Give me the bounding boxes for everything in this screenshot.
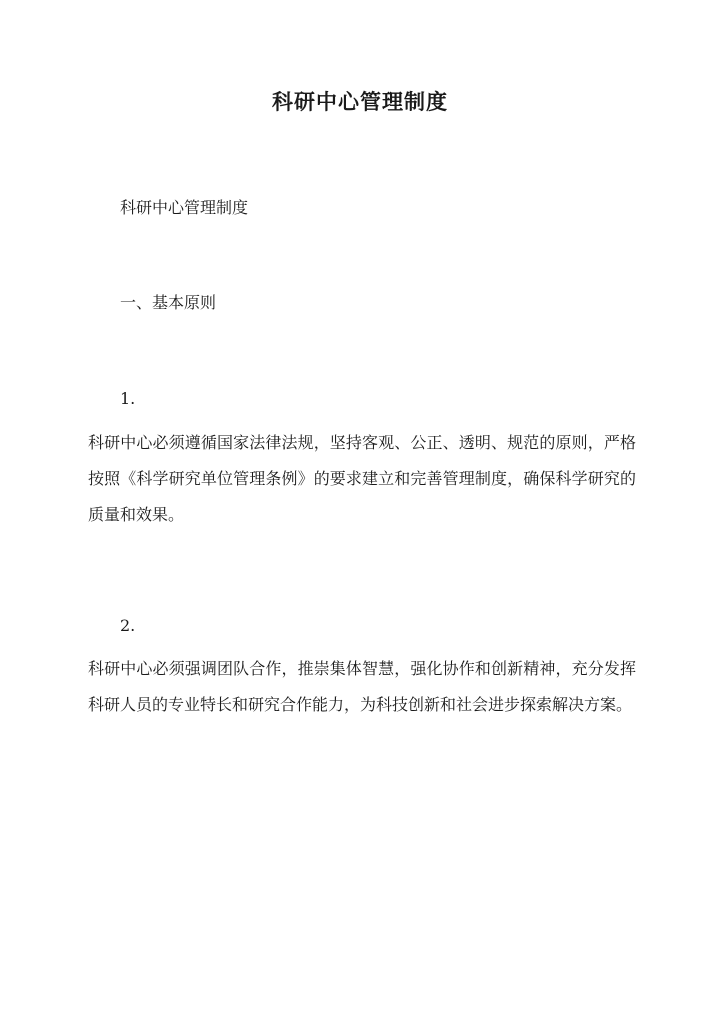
item-number-1: 1. bbox=[120, 389, 136, 408]
item-number-2: 2. bbox=[120, 616, 136, 635]
document-title: 科研中心管理制度 bbox=[272, 89, 448, 114]
item-text-2: 科研中心必须强调团队合作，推崇集体智慧，强化协作和创新精神，充分发挥科研人员的专业特长和研究合作能力，为科技创新和社会进步探索解决方案。 bbox=[88, 659, 636, 714]
document-subtitle: 科研中心管理制度 bbox=[120, 198, 249, 217]
item-text-1: 科研中心必须遵循国家法律法规，坚持客观、公正、透明、规范的原则，严格按照《科学研究单位管理条例》的要求建立和完善管理制度，确保科学研究的质量和效果。 bbox=[88, 433, 636, 524]
section-heading: 一、基本原则 bbox=[120, 293, 217, 312]
